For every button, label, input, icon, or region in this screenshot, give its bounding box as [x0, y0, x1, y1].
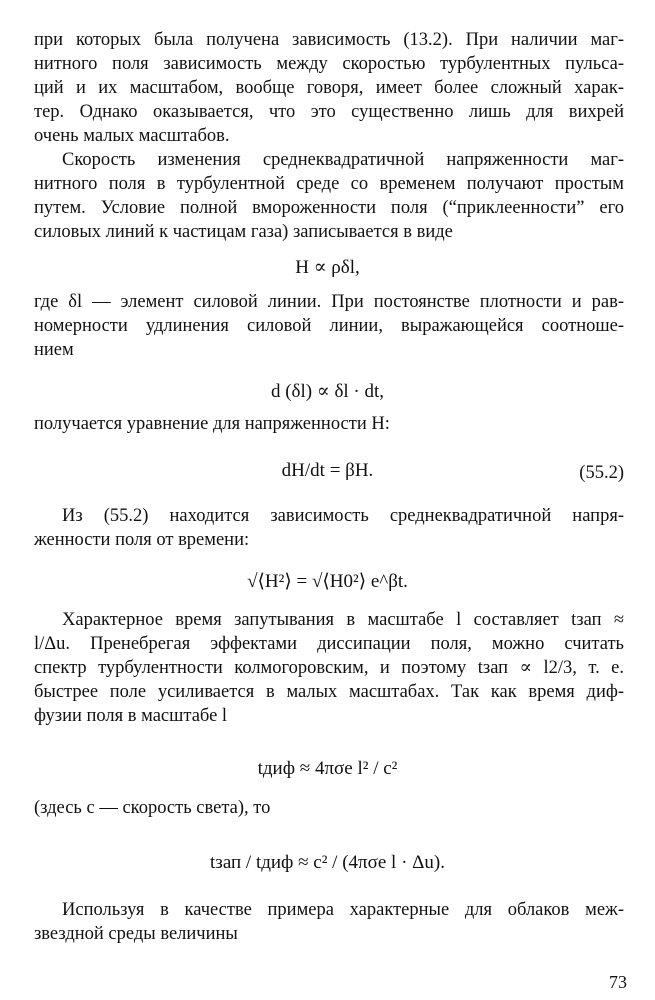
text-line: быстрее поле усиливается в малых масштабах. Так как время диф- — [34, 682, 624, 702]
text-line: l/Δu. Пренебрегая эффектами диссипации поля, можно считать — [34, 634, 624, 654]
text-line: Скорость изменения среднеквадратичной напряженности маг- — [62, 150, 624, 170]
text-line: Характерное время запутывания в масштабе l составляет tзап ≈ — [62, 610, 624, 630]
equation-line-stretching: d (δl) ∝ δl · dt, — [270, 381, 385, 402]
text-line: путем. Условие полной вмороженности поля (“приклеенности” его — [34, 198, 624, 218]
text-line: при которых была получена зависимость (13.2). При наличии маг- — [34, 30, 624, 50]
equation-number: (55.2) — [579, 463, 624, 483]
text-line: женности поля от времени: — [34, 530, 250, 550]
text-line: очень малых масштабов. — [34, 126, 230, 146]
text-line: звездной среды величины — [34, 924, 238, 944]
text-line: Используя в качестве примера характерные для облаков меж- — [62, 900, 624, 920]
text-line: нитного поля зависимость между скоростью турбулентных пульса- — [34, 54, 624, 74]
equation-time-ratio: tзап / tдиф ≈ c² / (4πσe l · Δu). — [210, 852, 445, 873]
text-line: нием — [34, 340, 74, 360]
text-line: (здесь c — скорость света), то — [34, 798, 271, 818]
text-line: нитного поля в турбулентной среде со временем получают простым — [34, 174, 624, 194]
text-line: фузии поля в масштабе l — [34, 706, 228, 726]
text-line: где δl — элемент силовой линии. При постоянстве плотности и рав- — [34, 292, 624, 312]
text-line: спектр турбулентности колмогоровским, и поэтому tзап ∝ l2/3, т. е. — [34, 658, 624, 678]
page-number: 73 — [609, 972, 627, 992]
text-line: силовых линий к частицам газа) записывается в виде — [34, 222, 453, 242]
text-line: ций и их масштабом, вообще говоря, имеет более сложный харак- — [34, 78, 624, 98]
text-line: номерности удлинения силовой линии, выражающейся соотноше- — [34, 316, 624, 336]
text-line: Из (55.2) находится зависимость среднеквадратичной напря- — [62, 506, 624, 526]
equation-frozen-field: H ∝ ρδl, — [295, 257, 360, 278]
text-line: получается уравнение для напряженности H: — [34, 414, 390, 434]
equation-diffusion-time: tдиф ≈ 4πσe l² / c² — [257, 758, 398, 779]
equation-55-2: dH/dt = βH. — [281, 460, 374, 481]
equation-rms-field: √⟨H²⟩ = √⟨H0²⟩ e^βt. — [247, 571, 408, 592]
text-line: тер. Однако оказывается, что это существенно лишь для вихрей — [34, 102, 624, 122]
